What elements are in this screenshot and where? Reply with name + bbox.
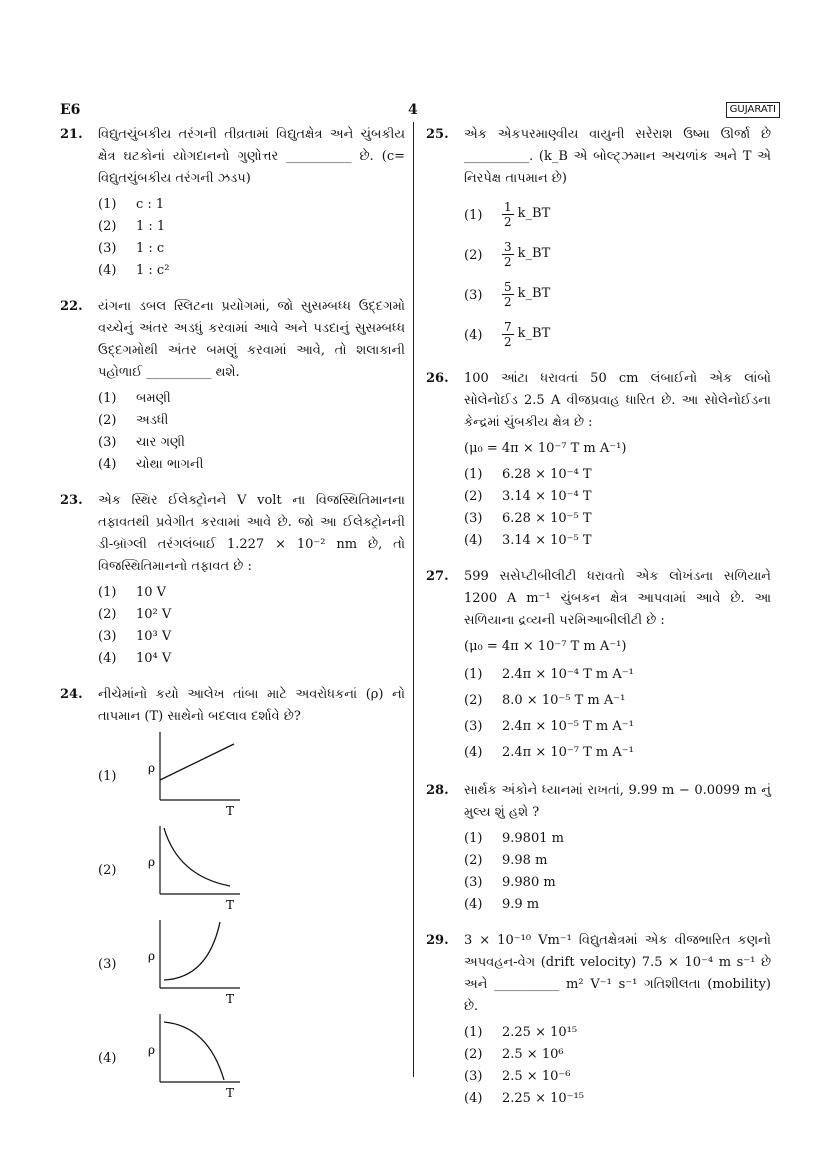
question-number: 26. [426,371,449,386]
option[interactable] [464,894,771,916]
fraction: $\frac{5}{2}$ [504,279,512,309]
option-text: 9.9801 m [502,831,564,846]
question-text: એક સ્થિર ઈલેક્ટ્રોનને V volt ના વિજસ્થિતિમાનના તફાવતથી પ્રવેગીત કરવામાં આવે છે. જો આ ઈલેક્ટ્રોનની ડી-બ્રૉગ્લી તરંગલંબાઈ 1.227 × 10⁻² nm છે, તો વિજસ્થિતિમાનનો તફાવત છે : [98,493,405,574]
option-number: (2) [464,248,483,263]
option-number: (1) [464,1025,483,1040]
option-text: 1 : 1 [136,219,166,234]
option-text: 1 : c² [136,263,170,278]
option[interactable] [464,274,771,314]
option-text: 2.4π × 10⁻⁷ T m A⁻¹ [502,745,634,760]
paper-code: E6 [60,102,81,118]
option-text: k_BT [517,206,551,221]
left-column [60,124,405,1118]
option-number: (1) [464,667,483,682]
option-text: k_BT [517,246,551,261]
option-number: (3) [98,435,117,450]
option-number: (2) [464,489,483,504]
option-text: 10³ V [136,629,172,644]
option[interactable] [464,1022,771,1044]
option-text: c : 1 [136,197,165,212]
question-text: સાર્થક અંકોને ધ્યાનમાં રાખતાં, 9.99 m − 0.0099 m નું મુલ્ય શું હશે ? [464,783,771,820]
option[interactable] [98,626,405,648]
option[interactable] [464,872,771,894]
option-text: 9.98 m [502,853,548,868]
option-number: (4) [98,1051,117,1066]
option-number: (3) [464,1069,483,1084]
option-number: (2) [98,219,117,234]
option-number: (1) [464,467,483,482]
option[interactable] [98,388,405,410]
option[interactable] [98,604,405,626]
option[interactable] [98,410,405,432]
option[interactable] [464,1044,771,1066]
question-number: 21. [60,127,83,142]
option-text: 2.25 × 10¹⁵ [502,1025,578,1040]
option-graph-falling[interactable] [98,1012,405,1104]
question-number: 27. [426,569,449,584]
option-number: (1) [464,208,483,223]
option[interactable] [464,740,771,766]
question-25 [426,124,771,354]
question-22 [60,296,405,476]
question-23 [60,490,405,670]
option-number: (4) [98,263,117,278]
option[interactable] [98,432,405,454]
option-text: 10² V [136,607,172,622]
fraction: $\frac{1}{2}$ [504,199,512,229]
question-number: 28. [426,783,449,798]
question-text: એક એકપરમાણ્વીય વાયુની સરેરાશ ઉષ્મા ઊર્જા છે __________. (k_B એ બોલ્ટ્ઝમાન અચળાંક અને T એ નિરપેક્ષ તાપમાન છે) [464,127,771,186]
y-axis-label: ρ [148,855,156,869]
question-number: 25. [426,127,449,142]
question-text: વિદ્યુતચુંબકીય તરંગની તીવ્રતામાં વિદ્યુતક્ષેત્ર અને ચુંબકીય ક્ષેત્ર ઘટકોનાં યોગદાનનો ગુણોત્તર __________ છે. (c= વિદ્યુતચુંબકીય તરંગની ઝડપ) [98,127,405,186]
option-number: (3) [464,875,483,890]
option-text: 10⁴ V [136,651,172,666]
option[interactable] [464,194,771,234]
option-text: ચોથા ભાગની [136,457,204,472]
graph-decreasing-concave [148,1012,258,1100]
x-axis-label: T [226,804,235,818]
question-number: 29. [426,933,449,948]
option-number: (1) [98,769,117,784]
question-24 [60,684,405,1104]
option[interactable] [464,714,771,740]
option[interactable] [464,508,771,530]
option-text: અડધી [136,413,169,428]
option-text: 6.28 × 10⁻⁵ T [502,511,592,526]
option-number: (1) [98,585,117,600]
question-number: 22. [60,299,83,314]
option-number: (3) [98,957,117,972]
y-axis-label: ρ [148,1043,156,1057]
option-number: (3) [464,719,483,734]
graph-decreasing-convex [148,824,258,912]
option-number: (4) [464,745,483,760]
question-26 [426,368,771,552]
option-text: ચાર ગણી [136,435,185,450]
option[interactable] [464,1088,771,1110]
option-number: (4) [98,651,117,666]
option-number: (2) [464,1047,483,1062]
option-number: (4) [98,457,117,472]
option-text: 9.980 m [502,875,556,890]
option-text: 1 : c [136,241,165,256]
option[interactable] [464,464,771,486]
option[interactable] [464,530,771,552]
x-axis-label: T [226,1086,235,1100]
column-divider [413,122,414,1077]
graph-linear-increase [148,730,258,818]
question-text: 100 આંટા ધરાવતાં 50 cm લંબાઈનો એક લાંબો સોલેનોઈડ 2.5 A વીજપ્રવાહ ધારિત છે. આ સોલેનોઈડના કેન્દ્રમાં ચુંબકીય ક્ષેત્ર છે : [464,371,771,430]
fraction: $\frac{7}{2}$ [504,319,512,349]
option-number: (2) [98,863,117,878]
question-29 [426,930,771,1110]
option[interactable] [464,850,771,872]
graph-increasing-convex [148,918,258,1006]
option-text: 2.5 × 10⁶ [502,1047,564,1062]
x-axis-label: T [226,992,235,1006]
option-text: 6.28 × 10⁻⁴ T [502,467,592,482]
option-number: (4) [464,1091,483,1106]
option-number: (2) [98,607,117,622]
option-number: (3) [98,241,117,256]
option-text: 3.14 × 10⁻⁵ T [502,533,592,548]
option[interactable] [464,688,771,714]
option-text: બમણી [136,391,171,406]
option-text: 8.0 × 10⁻⁵ T m A⁻¹ [502,693,626,708]
question-text: 3 × 10⁻¹⁰ Vm⁻¹ વિદ્યુતક્ષેત્રમાં એક વીજભારિત કણનો અપવહન-વેગ (drift velocity) 7.5 × 10⁻⁴ m s⁻¹ છે અને __________ m² V⁻¹ s⁻¹ ગતિશીલતા (mobility) છે. [464,933,771,1014]
option[interactable] [464,828,771,850]
option-number: (2) [98,413,117,428]
option-text: 2.4π × 10⁻⁴ T m A⁻¹ [502,667,634,682]
x-axis-label: T [226,898,235,912]
question-27 [426,566,771,766]
given-constant: (μ₀ = 4π × 10⁻⁷ T m A⁻¹) [464,639,627,654]
right-column [426,124,771,1124]
option-number: (1) [98,197,117,212]
option-number: (2) [464,853,483,868]
option[interactable] [98,216,405,238]
option-text: k_BT [517,286,551,301]
option-text: 2.25 × 10⁻¹⁵ [502,1091,584,1106]
question-text: 599 સસેપ્ટીબીલીટી ધરાવતો એક લોખંડના સળિયાને 1200 A m⁻¹ ચુંબકન ક્ષેત્ર આપવામાં આવે છે. આ સળિયાના દ્રવ્યની પરમિઆબીલીટી છે : [464,569,771,628]
y-axis-label: ρ [148,949,156,963]
option[interactable] [464,1066,771,1088]
option[interactable] [98,260,405,282]
option[interactable] [464,314,771,354]
option[interactable] [98,194,405,216]
option-number: (1) [464,831,483,846]
fraction: $\frac{3}{2}$ [504,239,512,269]
option-text: k_BT [517,326,551,341]
option-number: (4) [464,533,483,548]
option-number: (1) [98,391,117,406]
language-badge: GUJARATI [726,102,780,118]
option[interactable] [464,486,771,508]
option-text: 10 V [136,585,167,600]
option-number: (4) [464,897,483,912]
option[interactable] [98,454,405,476]
option-graph-linear[interactable] [98,730,405,822]
option-number: (3) [464,288,483,303]
y-axis-label: ρ [148,761,156,775]
question-number: 24. [60,687,83,702]
option[interactable] [98,648,405,670]
option[interactable] [98,238,405,260]
option-text: 9.9 m [502,897,540,912]
given-constant: (μ₀ = 4π × 10⁻⁷ T m A⁻¹) [464,441,627,456]
option-number: (4) [464,328,483,343]
option-text: 2.5 × 10⁻⁶ [502,1069,571,1084]
question-21 [60,124,405,282]
option-text: 3.14 × 10⁻⁴ T [502,489,592,504]
option-number: (2) [464,693,483,708]
option-number: (3) [98,629,117,644]
option-text: 2.4π × 10⁻⁵ T m A⁻¹ [502,719,634,734]
option[interactable] [98,582,405,604]
question-text: યંગના ડબલ સ્લિટના પ્રયોગમાં, જો સુસમ્બધ્ધ ઉદ્દગમો વચ્ચેનું અંતર અડધું કરવામાં આવે અને પડદાનું સુસમ્બધ્ધ ઉદ્દગમોથી અંતર બમણું કરવામાં આવે, તો શલાકાની પહોળાઈ __________ થશે. [98,299,405,380]
question-28 [426,780,771,916]
option[interactable] [464,234,771,274]
option-graph-rising[interactable] [98,918,405,1010]
question-text: નીચેમાંનો કયો આલેખ તાંબા માટે અવરોધકનાં (ρ) નો તાપમાન (T) સાથેનો બદલાવ દર્શાવે છે? [98,687,405,724]
option-number: (3) [464,511,483,526]
question-number: 23. [60,493,83,508]
page-number: 4 [408,102,418,118]
option-graph-decay[interactable] [98,824,405,916]
option[interactable] [464,662,771,688]
